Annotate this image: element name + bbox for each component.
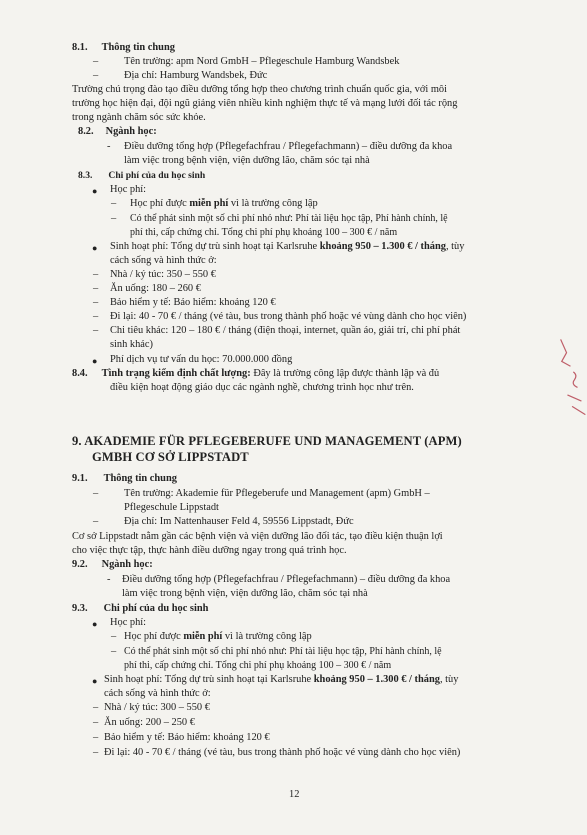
s9-heading-91: 9.1. Thông tin chung xyxy=(72,473,177,484)
s9-address: Địa chỉ: Im Nattenhauser Feld 4, 59556 Lippstadt, Đức xyxy=(124,516,354,527)
s9-desc-line: Cơ sở Lippstadt nằm gần các bệnh viện và viện dưỡng lão đối tác, tạo điều kiện thuận lợi xyxy=(72,531,443,542)
dash-marker: – xyxy=(93,311,99,322)
bullet-marker: ● xyxy=(92,243,98,253)
dash-marker: – xyxy=(111,198,117,209)
dash-marker: – xyxy=(111,213,117,224)
s8-major-line: Điều dưỡng tổng hợp (Pflegefachfrau / Pflegefachmann) – điều dưỡng đa khoa xyxy=(124,141,453,152)
s8-tuition-extra: phí thi, cấp chứng chỉ. Tổng chi phí phụ khoảng 100 – 300 € / năm xyxy=(130,227,398,238)
dash-marker: – xyxy=(111,631,117,642)
s9-living-cost-cont: cách sống và hình thức ở: xyxy=(104,688,211,699)
s8-tuition-extra: Có thể phát sinh một số chi phí nhỏ như: Phí tài liệu học tập, Phí hành chính, lệ xyxy=(130,213,448,224)
s9-cost-item: Đi lại: 40 - 70 € / tháng (vé tàu, bus trong thành phố hoặc vé vùng dành cho học viên) xyxy=(104,747,461,758)
s9-cost-item: Bảo hiểm y tế: Bảo hiểm: khoảng 120 € xyxy=(104,732,270,743)
dash-marker: – xyxy=(93,488,99,499)
s9-tuition-label: Học phí: xyxy=(110,617,147,628)
s8-tuition-free: Học phí được miễn phí vì là trường công lập xyxy=(130,198,318,209)
dash-marker: – xyxy=(93,56,99,67)
s9-cost-item: Nhà / ký túc: 300 – 550 € xyxy=(104,702,210,713)
s8-service-fee: Phí dịch vụ tư vấn du học: 70.000.000 đồng xyxy=(110,354,293,365)
s9-major-line: Điều dưỡng tổng hợp (Pflegefachfrau / Pflegefachmann) – điều dưỡng đa khoa xyxy=(122,574,451,585)
s8-heading-84: 8.4. Tình trạng kiểm định chất lượng: Đây là trường công lập được thành lập và đủ xyxy=(72,368,440,379)
dash-marker: – xyxy=(93,283,99,294)
s9-cost-item: Ăn uống: 200 – 250 € xyxy=(104,717,195,728)
s8-heading-82: 8.2. Ngành học: xyxy=(78,126,157,137)
s8-cost-item-cont: sinh khác) xyxy=(110,339,153,350)
bullet-marker: ● xyxy=(92,186,98,196)
dash-marker: - xyxy=(107,574,111,585)
s8-tuition-label: Học phí: xyxy=(110,184,147,195)
s8-accreditation-cont: điều kiện hoạt động giáo dục các ngành nghề, chương trình học như trên. xyxy=(110,382,414,393)
dash-marker: – xyxy=(93,269,99,280)
s8-cost-item: Đi lại: 40 - 70 € / tháng (vé tàu, bus trong thành phố hoặc vé vùng dành cho học viên) xyxy=(110,311,467,322)
s8-school-name: Tên trường: apm Nord GmbH – Pflegeschule Hamburg Wandsbek xyxy=(124,56,400,67)
bullet-marker: ● xyxy=(92,676,98,686)
s9-tuition-extra: Có thể phát sinh một số chi phí nhỏ như: Phí tài liệu học tập, Phí hành chính, lệ xyxy=(124,646,442,657)
s9-tuition-extra: phí thi, cấp chứng chỉ. Tổng chi phí phụ khoảng 100 – 300 € / năm xyxy=(124,660,392,671)
dash-marker: – xyxy=(93,297,99,308)
s8-cost-item: Bảo hiểm y tế: Bảo hiểm: khoảng 120 € xyxy=(110,297,276,308)
bullet-marker: ● xyxy=(92,356,98,366)
s8-cost-item: Nhà / ký túc: 350 – 550 € xyxy=(110,269,216,280)
dash-marker: – xyxy=(93,516,99,527)
s9-major-line: làm việc trong bệnh viện, viện dưỡng lão, chăm sóc tại nhà xyxy=(122,588,368,599)
s9-heading-92: 9.2. Ngành học: xyxy=(72,559,153,570)
s9-school-name-cont: Pflegeschule Lippstadt xyxy=(124,502,219,513)
s8-cost-item: Ăn uống: 180 – 260 € xyxy=(110,283,201,294)
dash-marker: – xyxy=(111,646,117,657)
s9-title: 9. AKADEMIE FÜR PFLEGEBERUFE UND MANAGEMENT (APM) xyxy=(72,434,462,448)
dash-marker: – xyxy=(93,702,99,713)
s8-address: Địa chỉ: Hamburg Wandsbek, Đức xyxy=(124,70,268,81)
s9-school-name: Tên trường: Akademie für Pflegeberufe und Management (apm) GmbH – xyxy=(124,488,430,499)
handwritten-initials-stamp xyxy=(554,331,587,424)
s8-desc-line: trong ngành chăm sóc sức khỏe. xyxy=(72,112,206,123)
s8-heading-81: 8.1. Thông tin chung xyxy=(72,42,175,53)
dash-marker: – xyxy=(93,325,99,336)
s9-living-cost: Sinh hoạt phí: Tổng dự trù sinh hoạt tại Karlsruhe khoảng 950 – 1.300 € / tháng, tùy xyxy=(104,674,459,685)
s8-living-cost: Sinh hoạt phí: Tổng dự trù sinh hoạt tại Karlsruhe khoảng 950 – 1.300 € / tháng, tùy xyxy=(110,241,465,252)
signature-mark-icon xyxy=(554,331,587,424)
s8-major-line: làm việc trong bệnh viện, viện dưỡng lão, chăm sóc tại nhà xyxy=(124,155,370,166)
s9-desc-line: cho việc thực tập, thực hành điều dưỡng ngay trong quá trình học. xyxy=(72,545,347,556)
bullet-marker: ● xyxy=(92,619,98,629)
s8-desc-line: trường học hiện đại, đội ngũ giảng viên nhiều kinh nghiệm thực tế và mạng lưới đối tác rộng xyxy=(72,98,458,109)
page-number: 12 xyxy=(289,789,300,800)
dash-marker: – xyxy=(93,732,99,743)
s8-living-cost-cont: cách sống và hình thức ở: xyxy=(110,255,217,266)
dash-marker: – xyxy=(93,717,99,728)
dash-marker: – xyxy=(93,70,99,81)
s8-desc-line: Trường chú trọng đào tạo điều dưỡng tổng hợp theo chương trình chuẩn quốc gia, với môi xyxy=(72,84,447,95)
s9-tuition-free: Học phí được miễn phí vì là trường công lập xyxy=(124,631,312,642)
s8-cost-item: Chi tiêu khác: 120 – 180 € / tháng (điện thoại, internet, quần áo, giải trí, chi phí phát xyxy=(110,325,461,336)
s8-heading-83: 8.3. Chi phí của du học sinh xyxy=(78,170,206,181)
s9-heading-93: 9.3. Chi phí của du học sinh xyxy=(72,603,209,614)
s9-title-cont: GMBH CƠ SỞ LIPPSTADT xyxy=(92,450,249,464)
dash-marker: - xyxy=(107,141,111,152)
dash-marker: – xyxy=(93,747,99,758)
